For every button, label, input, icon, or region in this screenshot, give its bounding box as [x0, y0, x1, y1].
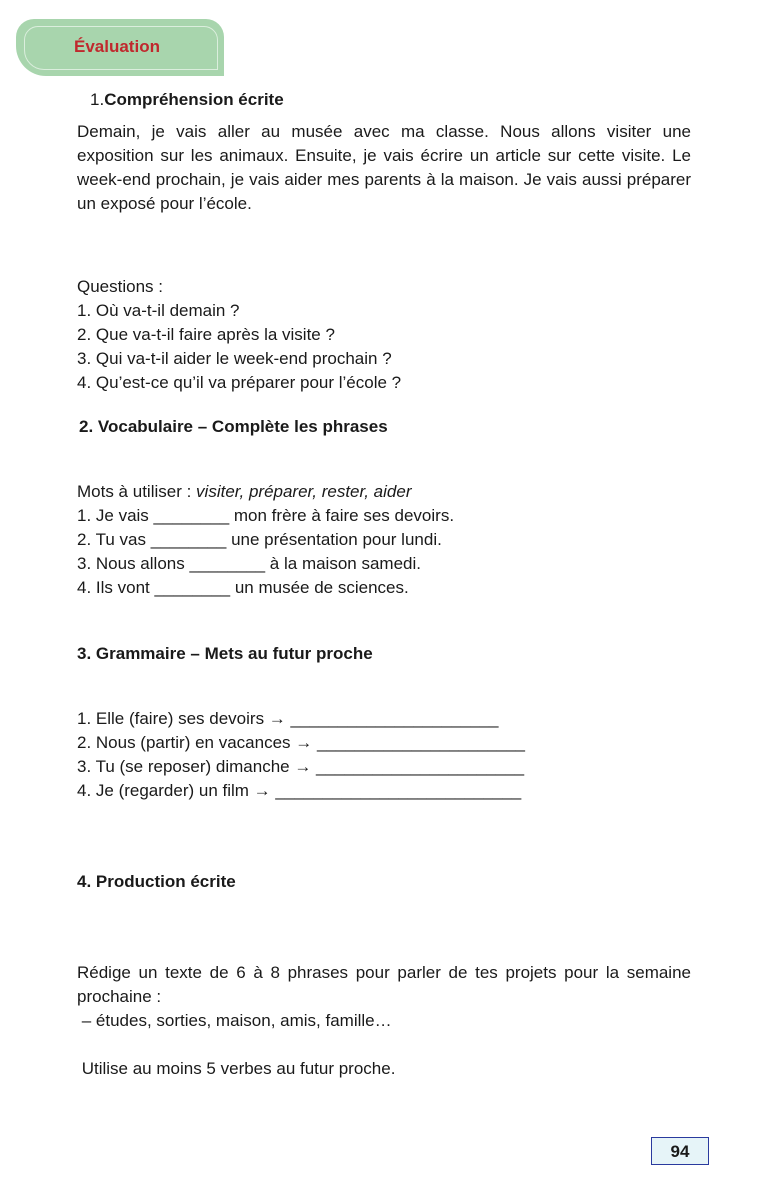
spacer	[77, 1033, 691, 1057]
vocab-item: 4. Ils vont ________ un musée de sciences.	[77, 578, 409, 597]
production-topics: – études, sorties, maison, amis, famille…	[77, 1011, 392, 1030]
section3-body	[77, 707, 691, 803]
section2-body	[77, 480, 691, 600]
question-item: 1. Où va-t-il demain ?	[77, 301, 240, 320]
section4-title: 4. Production écrite	[77, 872, 236, 891]
vocab-item: 3. Nous allons ________ à la maison samedi.	[77, 554, 421, 573]
vocab-item: 1. Je vais ________ mon frère à faire ses devoirs.	[77, 506, 455, 525]
grammar-item: 3. Tu (se reposer) dimanche → ______________________	[77, 757, 525, 776]
section1-text: Demain, je vais aller au musée avec ma classe. Nous allons visiter une exposition sur les animaux. Ensuite, je vais écrire un article sur cette visite. Le week-end prochain, je vais aider mes parents à la maison. Je vais aussi préparer un exposé pour l’école.	[77, 122, 691, 213]
production-instruction: Rédige un texte de 6 à 8 phrases pour parler de tes projets pour la semaine prochaine :	[77, 963, 691, 1006]
section2-title: 2. Vocabulaire – Complète les phrases	[79, 417, 388, 436]
grammar-item: 4. Je (regarder) un film → __________________________	[77, 781, 522, 800]
section1-heading	[90, 88, 704, 112]
question-item: 4. Qu’est-ce qu’il va préparer pour l’école ?	[77, 373, 402, 392]
production-note: Utilise au moins 5 verbes au futur proche.	[77, 1059, 396, 1078]
section1-questions	[77, 275, 691, 395]
word-list: visiter, préparer, rester, aider	[196, 482, 412, 501]
section-tab-label: Évaluation	[74, 37, 160, 56]
grammar-item: 1. Elle (faire) ses devoirs → ______________________	[77, 709, 499, 728]
section1-title: Compréhension écrite	[104, 90, 284, 109]
section4-body	[77, 961, 691, 1081]
vocab-item: 2. Tu vas ________ une présentation pour lundi.	[77, 530, 442, 549]
section3-title: 3. Grammaire – Mets au futur proche	[77, 644, 373, 663]
questions-label: Questions :	[77, 277, 163, 296]
section1-number: 1.	[90, 90, 105, 109]
page-number: 94	[651, 1137, 709, 1165]
question-item: 2. Que va-t-il faire après la visite ?	[77, 325, 335, 344]
question-item: 3. Qui va-t-il aider le week-end prochain ?	[77, 349, 392, 368]
grammar-item: 2. Nous (partir) en vacances → ______________________	[77, 733, 525, 752]
words-label: Mots à utiliser :	[77, 482, 197, 501]
